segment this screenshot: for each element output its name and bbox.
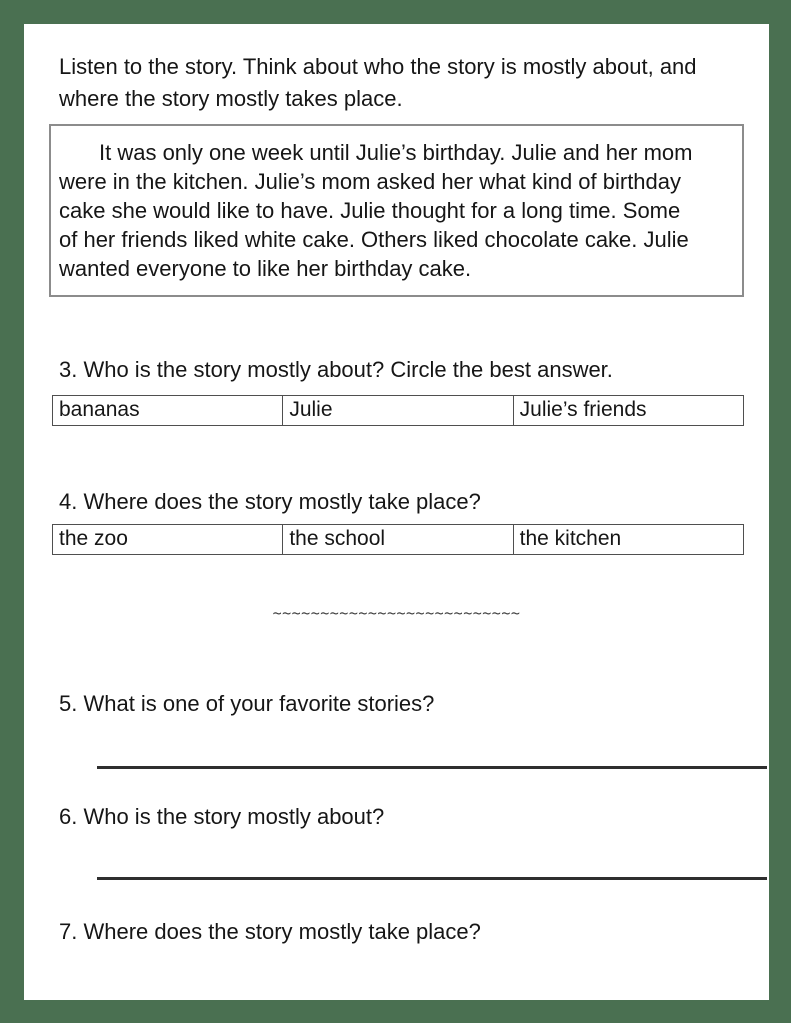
option-cell-the-school[interactable]: the school xyxy=(282,525,512,554)
question-5-label: 5. What is one of your favorite stories? xyxy=(59,691,435,716)
option-cell-julie[interactable]: Julie xyxy=(282,396,512,425)
section-divider: ~~~~~~~~~~~~~~~~~~~~~~~~~~ xyxy=(272,604,521,622)
story-line: wanted everyone to like her birthday cake. xyxy=(59,256,472,281)
question-4-options xyxy=(52,524,744,555)
question-5-answer-line[interactable] xyxy=(97,766,767,769)
story-line: of her friends liked white cake. Others liked chocolate cake. Julie xyxy=(59,227,689,252)
question-7-label: 7. Where does the story mostly take place? xyxy=(59,919,481,944)
story-line: were in the kitchen. Julie’s mom asked her what kind of birthday xyxy=(59,169,682,194)
question-6-answer-line[interactable] xyxy=(97,877,767,880)
option-cell-the-zoo[interactable]: the zoo xyxy=(59,527,128,550)
worksheet-page xyxy=(24,24,769,1000)
story-line: cake she would like to have. Julie thought for a long time. Some xyxy=(59,198,681,223)
question-6-label: 6. Who is the story mostly about? xyxy=(59,804,385,829)
instructions-text: Listen to the story. Think about who the story is mostly about, and where the story mostly takes place. xyxy=(59,54,697,111)
question-4-label: 4. Where does the story mostly take place? xyxy=(59,489,481,514)
option-cell-bananas[interactable]: bananas xyxy=(59,398,140,421)
question-3-label: 3. Who is the story mostly about? Circle the best answer. xyxy=(59,357,613,382)
story-box xyxy=(49,124,744,297)
question-3-options xyxy=(52,395,744,426)
story-line: It was only one week until Julie’s birthday. Julie and her mom xyxy=(99,140,693,165)
option-cell-julies-friends[interactable]: Julie’s friends xyxy=(513,396,743,425)
option-cell-the-kitchen[interactable]: the kitchen xyxy=(513,525,743,554)
